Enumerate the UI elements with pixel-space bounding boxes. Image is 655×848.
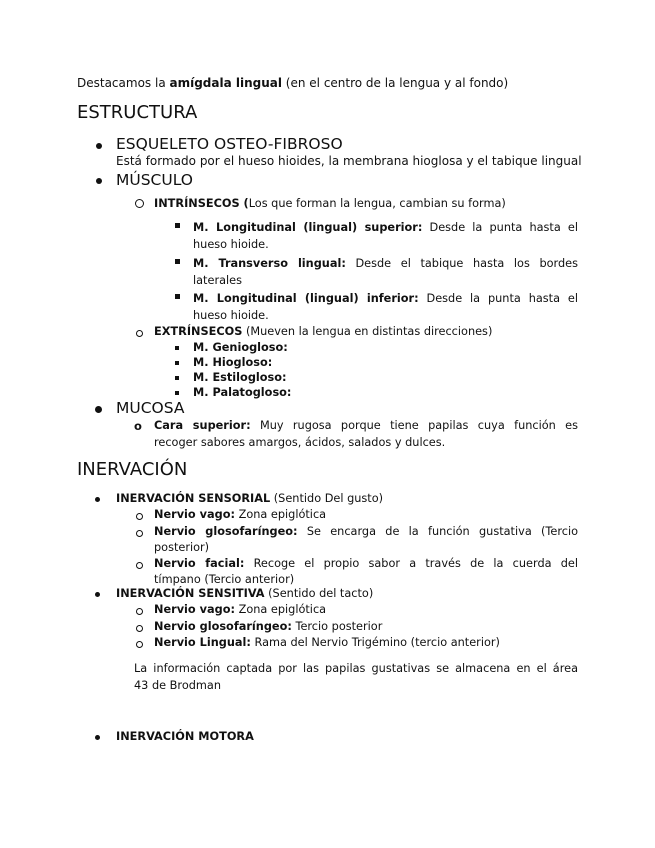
- circle-bullet-icon: [136, 530, 143, 537]
- extrinseco-item: M. Geniogloso:: [193, 341, 288, 354]
- intrinseco-item: M. Longitudinal (lingual) superior: Desde la punta hasta el: [193, 221, 578, 234]
- nota-text-cont: 43 de Brodman: [134, 679, 221, 692]
- intrinseco-item-cont: hueso hioide.: [193, 238, 269, 251]
- heading-inervacion: INERVACIÓN: [77, 459, 188, 480]
- sensitiva-item: Nervio glosofaríngeo: Tercio posterior: [154, 620, 383, 633]
- bullet-icon: [95, 497, 100, 502]
- sensorial-item: Nervio facial: Recoge el propio sabor a través de la cuerda del: [154, 557, 578, 570]
- sensorial-label: INERVACIÓN SENSORIAL (Sentido Del gusto): [116, 492, 384, 505]
- esqueleto-desc: Está formado por el hueso hioides, la membrana hioglosa y el tabique lingual: [116, 154, 582, 168]
- heading-estructura: ESTRUCTURA: [77, 102, 198, 123]
- sensitiva-item: Nervio Lingual: Rama del Nervio Trigémino (tercio anterior): [154, 636, 500, 649]
- bullet-icon: [96, 143, 102, 149]
- sensitiva-item: Nervio vago: Zona epiglótica: [154, 603, 327, 616]
- square-bullet-icon: [175, 259, 180, 264]
- square-bullet-icon: [175, 376, 179, 380]
- intrinseco-item: M. Transverso lingual: Desde el tabique hasta los bordes: [193, 257, 578, 270]
- extrinseco-item: M. Hiogloso:: [193, 356, 273, 369]
- bullet-icon: [95, 406, 102, 413]
- bullet-icon: [95, 592, 100, 597]
- intrinseco-item: M. Longitudinal (lingual) inferior: Desde la punta hasta el: [193, 292, 578, 305]
- circle-bullet-icon: [136, 513, 143, 520]
- esqueleto-title: ESQUELETO OSTEO-FIBROSO: [116, 135, 343, 153]
- sensitiva-label: INERVACIÓN SENSITIVA (Sentido del tacto): [116, 587, 374, 600]
- sensorial-item-cont: tímpano (Tercio anterior): [154, 573, 295, 586]
- intrinsecos-label: INTRÍNSECOS (Los que forman la lengua, cambian su forma): [154, 197, 506, 210]
- circle-bullet-icon: [136, 625, 143, 632]
- intrinseco-item-cont: laterales: [193, 274, 242, 287]
- square-bullet-icon: [175, 223, 180, 228]
- mucosa-item: Cara superior: Muy rugosa porque tiene papilas cuya función es: [154, 419, 578, 432]
- circle-bullet-icon: [136, 641, 143, 648]
- square-bullet-icon: [175, 294, 180, 299]
- sensorial-item: Nervio vago: Zona epiglótica: [154, 508, 327, 521]
- square-bullet-icon: [175, 361, 179, 365]
- intro-text: Destacamos la amígdala lingual (en el centro de la lengua y al fondo): [77, 76, 509, 90]
- motora-label: INERVACIÓN MOTORA: [116, 730, 254, 743]
- bullet-icon: [95, 735, 100, 740]
- extrinseco-item: M. Palatogloso:: [193, 386, 292, 399]
- sensorial-item-cont: posterior): [154, 541, 210, 554]
- square-bullet-icon: [175, 346, 179, 350]
- nota-text: La información captada por las papilas gustativas se almacena en el área: [134, 662, 578, 675]
- bullet-icon: [96, 178, 102, 184]
- extrinsecos-label: EXTRÍNSECOS (Mueven la lengua en distintas direcciones): [154, 325, 493, 338]
- circle-bullet-icon: [135, 199, 144, 208]
- circle-bullet-icon: [136, 608, 143, 615]
- musculo-title: MÚSCULO: [116, 171, 194, 189]
- mucosa-item-cont: recoger sabores amargos, ácidos, salados y dulces.: [154, 436, 446, 449]
- square-bullet-icon: [175, 391, 179, 395]
- circle-bullet-icon: o: [134, 419, 142, 433]
- intrinseco-item-cont: hueso hioide.: [193, 309, 269, 322]
- sensorial-item: Nervio glosofaríngeo: Se encarga de la función gustativa (Tercio: [154, 525, 579, 538]
- extrinseco-item: M. Estilogloso:: [193, 371, 287, 384]
- circle-bullet-icon: [136, 562, 143, 569]
- circle-bullet-icon: [136, 330, 143, 337]
- mucosa-title: MUCOSA: [116, 399, 185, 417]
